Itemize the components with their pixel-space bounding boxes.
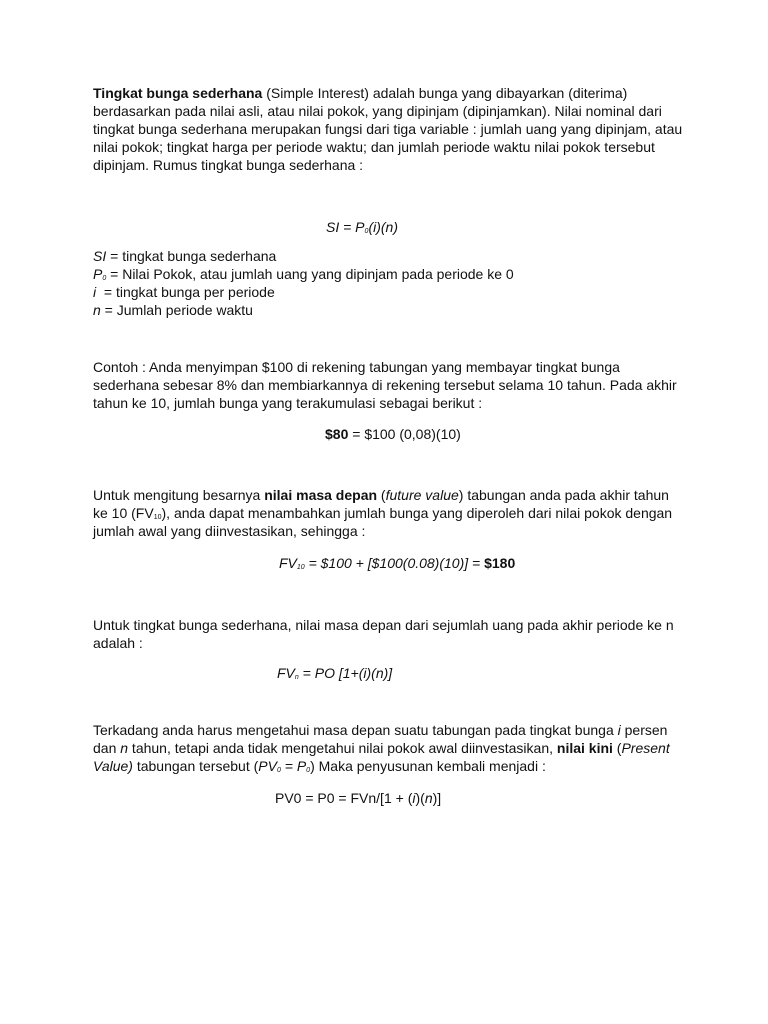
term-present-value: nilai kini xyxy=(556,740,613,756)
symbol: i xyxy=(617,722,621,738)
paragraph-present-value xyxy=(93,721,683,775)
paragraph-future-value xyxy=(93,486,683,540)
formula-part: SI = P xyxy=(326,219,365,235)
definition-text: = tingkat bunga per periode xyxy=(96,284,275,300)
definition-i xyxy=(93,283,683,301)
symbol: SI xyxy=(93,248,107,264)
formula-part: (i)(n) xyxy=(368,219,398,235)
subscript: 10 xyxy=(153,514,162,521)
definition-text: = tingkat bunga sederhana xyxy=(106,248,277,264)
formula-subscript: n xyxy=(294,674,299,681)
formula-part: = PO [1+(i)(n)] xyxy=(298,665,393,681)
formula-part: FV xyxy=(279,555,297,571)
text: ( xyxy=(612,740,622,756)
definition-text: = Nilai Pokok, atau jumlah uang yang dipinjam pada periode ke 0 xyxy=(106,266,514,282)
formula-subscript: 10 xyxy=(296,564,305,571)
formula-simple-interest xyxy=(326,218,398,236)
definition-si xyxy=(93,247,683,265)
symbol: PV xyxy=(258,758,277,774)
formula-result: $180 xyxy=(484,555,516,571)
symbol: n xyxy=(424,790,433,806)
paragraph-example: Contoh : Anda menyimpan $100 di rekening tabungan yang membayar tingkat bunga sederhana sebesar 8% dan membiarkannya di rekening tersebut selama 10 tahun. Pada akhir tahun ke 10, jumlah bunga yang terakumulasi sebagai berikut : xyxy=(93,359,677,411)
formula-part: )( xyxy=(415,790,425,806)
symbol: n xyxy=(93,302,101,318)
subscript: 0 xyxy=(306,767,311,774)
term-present-value-en: Present Value) xyxy=(93,740,670,774)
symbol: n xyxy=(120,740,129,756)
formula-part: PV0 = P0 = FVn/[1 + ( xyxy=(275,790,413,806)
formula-subscript: 0 xyxy=(364,228,369,235)
text: persen dan xyxy=(93,722,668,756)
text: tahun, tetapi anda tidak mengetahui nilai pokok awal diinvestasikan, xyxy=(128,740,557,756)
formula-present-value xyxy=(275,789,441,807)
definition-p0 xyxy=(93,265,683,283)
term-future-value-en: future value xyxy=(385,487,459,503)
formula-result: $80 xyxy=(325,426,349,442)
symbol: i xyxy=(93,284,97,300)
text: ) Maka penyusunan kembali menjadi : xyxy=(310,758,546,774)
symbol: P xyxy=(93,266,103,282)
definition-n xyxy=(93,301,683,319)
formula-part: )] xyxy=(432,790,442,806)
paragraph-intro xyxy=(93,84,683,174)
formula-part: = $100 + [$100(0.08)(10)] = xyxy=(304,555,485,571)
text: ( xyxy=(377,487,386,503)
formula-part: FV xyxy=(277,665,295,681)
formula-fv10 xyxy=(279,554,515,572)
definition-text: = Jumlah periode waktu xyxy=(100,302,253,318)
definitions-list xyxy=(93,247,683,319)
term-simple-interest: Tingkat bunga sederhana xyxy=(93,85,263,101)
intro-text: (Simple Interest) adalah bunga yang dibayarkan (diterima) berdasarkan pada nilai asli, atau nilai pokok, yang dipinjam (dipinjamkan). Nilai nominal dari tingkat bunga sederhana merupakan fungsi dari tiga variable : jumlah uang yang dipinjam, atau nilai pokok; tingkat harga per periode waktu; dan jumlah periode waktu nilai pokok tersebut dipinjam. Rumus tingkat bunga sederhana : xyxy=(93,85,683,173)
text: ), anda dapat menambahkan jumlah bunga yang diperoleh dari nilai pokok dengan jumlah awal yang diinvestasikan, sehingga : xyxy=(93,505,673,539)
symbol: i xyxy=(412,790,416,806)
text: tabungan tersebut ( xyxy=(132,758,259,774)
text: ) tabungan anda pada akhir tahun ke 10 (FV xyxy=(93,487,669,521)
formula-part: = $100 (0,08)(10) xyxy=(348,426,461,442)
paragraph-fv-general: Untuk tingkat bunga sederhana, nilai masa depan dari sejumlah uang pada akhir periode ke n adalah : xyxy=(93,617,674,651)
text: Terkadang anda harus mengetahui masa depan suatu tabungan pada tingkat bunga xyxy=(93,722,618,738)
subscript: 0 xyxy=(276,767,281,774)
text: Untuk mengitung besarnya xyxy=(93,487,265,503)
symbol-subscript: 0 xyxy=(102,275,107,282)
symbol: = P xyxy=(280,758,307,774)
term-future-value: nilai masa depan xyxy=(264,487,378,503)
formula-fvn xyxy=(277,664,392,682)
formula-example-interest xyxy=(325,425,461,443)
